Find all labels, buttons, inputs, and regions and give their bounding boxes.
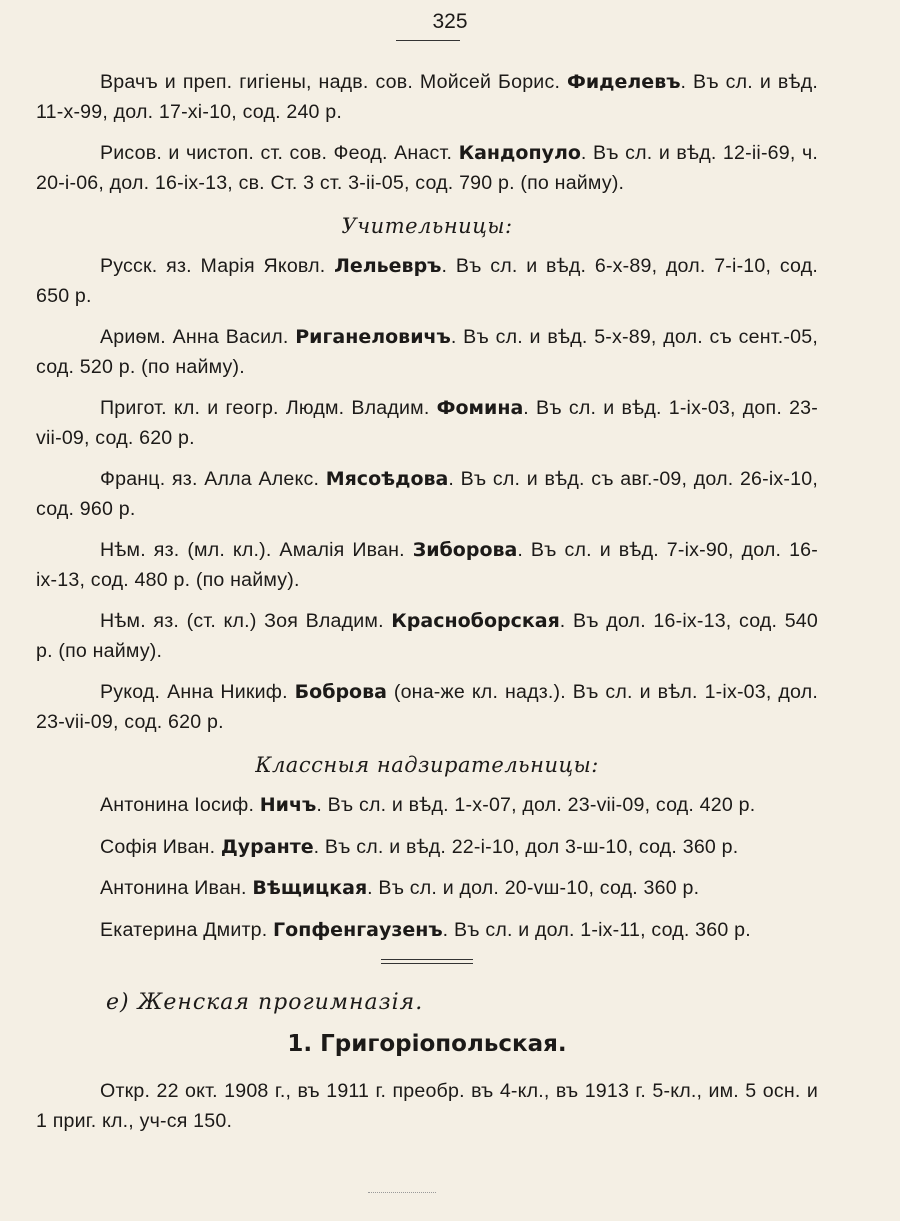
school-description: Откр. 22 окт. 1908 г., въ 1911 г. преобр. въ 4-кл., въ 1913 г. 5-кл., им. 5 осн. и 1 приг. кл., уч-ся 150. [36, 1080, 818, 1132]
staff-surname: Красноборская [391, 610, 560, 632]
staff-entry: Франц. яз. Алла Алекс. Мясоѣдова. Въ сл. и вѣд. съ авг.-09, дол. 26-іх-10, сод. 960 р. [36, 468, 818, 520]
staff-surname: Вѣщицкая [252, 877, 368, 899]
staff-entry: Пригот. кл. и геогр. Людм. Владим. Фомина. Въ сл. и вѣд. 1-іх-03, доп. 23-vіі-09, сод. 620 р. [36, 397, 818, 449]
staff-entry: Врачъ и преп. гигіены, надв. сов. Мойсей Борис. Фиделевъ. Въ сл. и вѣд. 11-х-99, дол. 17-хі-10, сод. 240 р. [36, 71, 818, 123]
page-number: 325 [432, 10, 468, 33]
bottom-mark [368, 1192, 436, 1193]
staff-surname: Фиделевъ [567, 71, 681, 93]
staff-entry: Ариѳм. Анна Васил. Риганеловичъ. Въ сл. и вѣд. 5-х-89, дол. съ сент.-05, сод. 520 р. (по найму). [36, 326, 818, 378]
staff-surname: Ничъ [259, 794, 317, 816]
staff-surname: Мясоѣдова [325, 468, 449, 490]
teachers-list [36, 252, 818, 737]
supervisors-list [36, 791, 818, 945]
staff-entry: Антонина Иван. Вѣщицкая. Въ сл. и дол. 20-vш-10, сод. 360 р. [100, 877, 700, 899]
staff-entry: Русск. яз. Марія Яковл. Лельевръ. Въ сл. и вѣд. 6-х-89, дол. 7-і-10, сод. 650 р. [36, 255, 819, 307]
page-content [36, 68, 818, 1148]
staff-surname: Фомина [436, 397, 524, 419]
staff-entry: Екатерина Дмитр. Гопфенгаузенъ. Въ сл. и дол. 1-іх-11, сод. 360 р. [100, 918, 751, 941]
staff-entry: Рукод. Анна Никиф. Боброва (она-же кл. надз.). Въ сл. и вѣл. 1-іх-03, дол. 23-vіі-09, сод. 620 р. [36, 681, 818, 733]
staff-entry: Нѣм. яз. (ст. кл.) Зоя Владим. Красноборская. Въ дол. 16-іх-13, сод. 540 р. (по найму). [36, 610, 819, 662]
staff-list-top [36, 68, 818, 198]
staff-entry: Софія Иван. Дуранте. Въ сл. и вѣд. 22-і-10, дол 3-ш-10, сод. 360 р. [100, 835, 739, 858]
staff-surname: Зиборова [412, 539, 518, 561]
staff-surname: Боброва [294, 681, 387, 703]
teachers-heading: Учительницы: [341, 214, 513, 238]
staff-surname: Гопфенгаузенъ [273, 918, 443, 941]
staff-entry: Антонина Іосиф. Ничъ. Въ сл. и вѣд. 1-х-07, дол. 23-vіі-09, сод. 420 р. [100, 794, 756, 816]
supervisors-heading: Классныя надзирательницы: [255, 753, 599, 777]
staff-surname: Лельевръ [334, 255, 442, 277]
school-title: 1. Григоріопольская. [287, 1031, 567, 1057]
staff-surname: Дуранте [220, 835, 314, 858]
section-title: е) Женская прогимназія. [106, 990, 424, 1015]
staff-surname: Кандопуло [458, 142, 581, 164]
staff-entry: Рисов. и чистоп. ст. сов. Феод. Анаст. Кандопуло. Въ сл. и вѣд. 12-іі-69, ч. 20-і-06, дол. 16-іх-13, св. Ст. 3 ст. 3-іі-05, сод. 790 р. (по найму). [36, 142, 819, 194]
staff-surname: Риганеловичъ [295, 326, 451, 348]
staff-entry: Нѣм. яз. (мл. кл.). Амалія Иван. Зиборова. Въ сл. и вѣд. 7-іх-90, дол. 16-іх-13, сод. 480 р. (по найму). [36, 539, 818, 591]
section-divider [381, 959, 473, 964]
page-number-rule [396, 40, 460, 41]
